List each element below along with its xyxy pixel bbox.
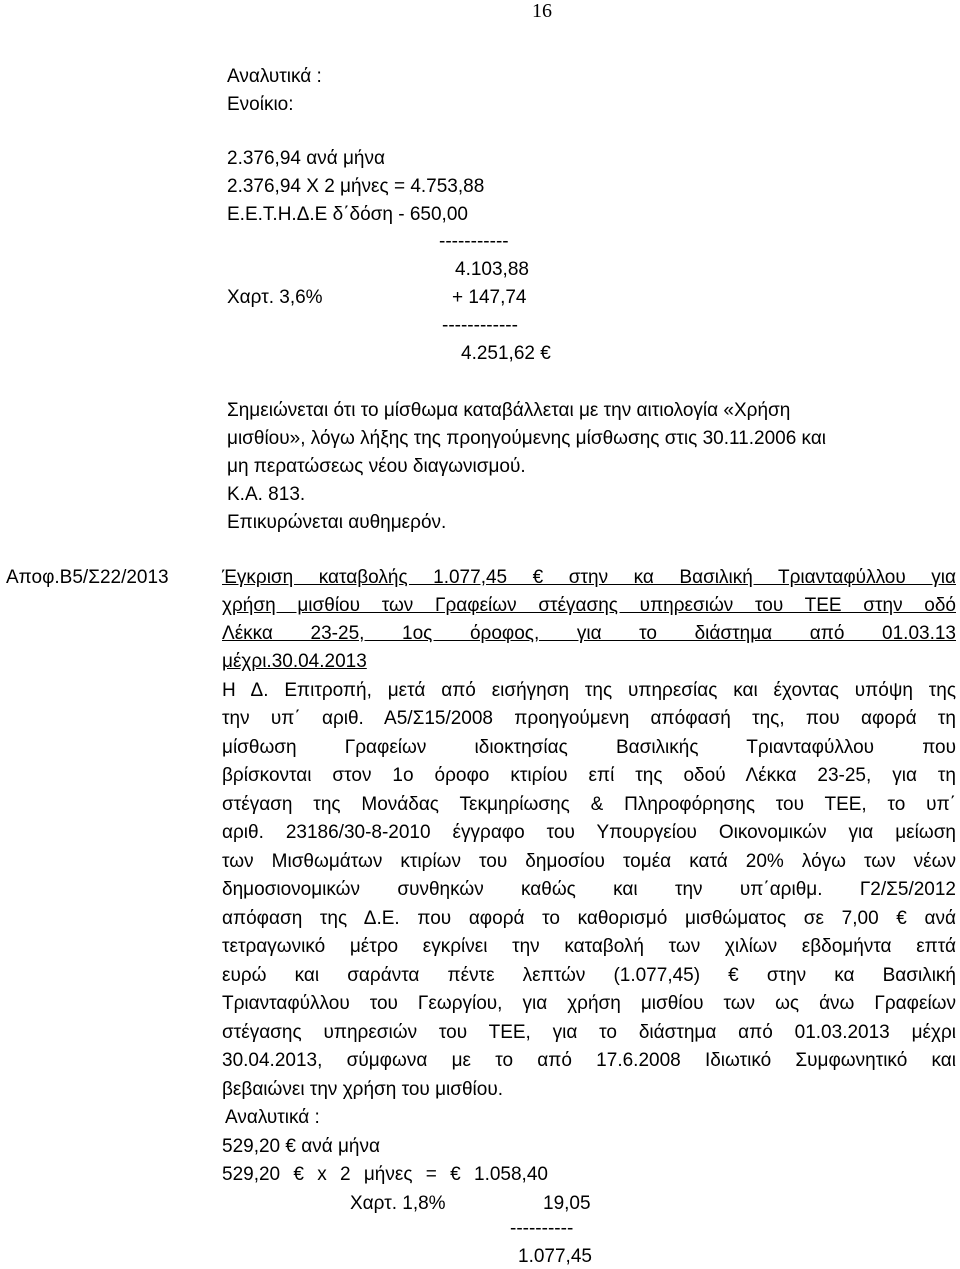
subject-line-2: χρήση μισθίου των Γραφείων στέγασης υπηρεσιών του ΤΕΕ στην οδό <box>222 595 956 616</box>
calc-line-3: Ε.Ε.Τ.Η.Δ.Ε δ΄δόση - 650,00 <box>227 204 468 225</box>
separator-1: ----------- <box>439 231 509 252</box>
total-value: 4.251,62 € <box>461 343 551 364</box>
note-line-3: μη περατώσεως νέου διαγωνισμού. <box>227 456 526 477</box>
body-line-10: τετραγωνικό μέτρο εγκρίνει την καταβολή των χιλίων εβδομήντα επτά <box>222 936 956 957</box>
page-number: 16 <box>532 0 552 22</box>
separator-3: ---------- <box>510 1218 574 1239</box>
note-line-1: Σημειώνεται ότι το μίσθωμα καταβάλλεται με την αιτιολογία «Χρήση <box>227 400 791 421</box>
body-line-11: ευρώ και σαράντα πέντε λεπτών (1.077,45) € στην κα Βασιλική <box>222 965 956 986</box>
subject-line-1: Έγκριση καταβολής 1.077,45 € στην κα Βασιλική Τριανταφύλλου για <box>222 567 956 588</box>
calc-monthly: 529,20 € ανά μήνα <box>222 1136 380 1157</box>
note-line-2: μισθίου», λόγω λήξης της προηγούμενης μίσθωσης στις 30.11.2006 και <box>227 428 827 449</box>
stamp-label-2: Χαρτ. 1,8% <box>350 1193 446 1214</box>
body-line-5: στέγαση της Μονάδας Τεκμηρίωσης & Πληροφόρησης του ΤΕΕ, το υπ΄ <box>222 794 956 815</box>
body-line-13: στέγασης υπηρεσιών του ΤΕΕ, για το διάστημα από 01.03.2013 μέχρι <box>222 1022 956 1043</box>
body-line-6: αριθ. 23186/30-8-2010 έγγραφο του Υπουργείου Οικονομικών για μείωση <box>222 822 956 843</box>
calc-line-2: 2.376,94 Χ 2 μήνες = 4.753,88 <box>227 176 485 197</box>
rent-label: Ενοίκιο: <box>227 94 294 115</box>
ka-code: Κ.Α. 813. <box>227 484 306 505</box>
total-value-2: 1.077,45 <box>518 1246 592 1267</box>
analytics-label-2: Αναλυτικά : <box>225 1107 320 1128</box>
subject-line-4: μέχρι.30.04.2013 <box>222 651 367 672</box>
separator-2: ------------ <box>442 315 518 336</box>
body-line-12: Τριανταφύλλου του Γεωργίου, για χρήση μισθίου των ως άνω Γραφείων <box>222 993 956 1014</box>
ratified-text: Επικυρώνεται αυθημερόν. <box>227 512 447 533</box>
body-line-14: 30.04.2013, σύμφωνα με το από 17.6.2008 Ιδιωτικό Συμφωνητικό και <box>222 1050 956 1071</box>
stamp-label: Χαρτ. 3,6% <box>227 287 323 308</box>
subject-line-3: Λέκκα 23-25, 1ος όροφος, για το διάστημα από 01.03.13 <box>222 623 956 644</box>
body-line-7: των Μισθωμάτων κτιρίων του δημοσίου τομέα κατά 20% λόγω των νέων <box>222 851 956 872</box>
body-line-2: την υπ΄ αριθ. Α5/Σ15/2008 προηγούμενη απόφασή της, που αφορά τη <box>222 708 956 729</box>
body-line-9: απόφαση της Δ.Ε. που αφορά το καθορισμό μισθώματος σε 7,00 € ανά <box>222 908 956 929</box>
body-line-3: μίσθωση Γραφείων ιδιοκτησίας Βασιλικής Τριανταφύλλου που <box>222 737 956 758</box>
calc-line-1: 2.376,94 ανά μήνα <box>227 148 385 169</box>
analytics-label: Αναλυτικά : <box>227 66 322 87</box>
body-line-8: δημοσιονομικών συνθηκών καθώς και την υπ΄αριθμ. Γ2/Σ5/2012 <box>222 879 956 900</box>
body-line-4: βρίσκονται στον 1ο όροφο κτιρίου επί της οδού Λέκκα 23-25, για τη <box>222 765 956 786</box>
subtotal-value: 4.103,88 <box>455 259 529 280</box>
stamp-value: + 147,74 <box>452 287 527 308</box>
decision-id: Αποφ.Β5/Σ22/2013 <box>6 567 169 588</box>
calc-two-months: 529,20 € x 2 μήνες = € 1.058,40 <box>222 1164 548 1185</box>
body-line-15: βεβαιώνει την χρήση του μισθίου. <box>222 1079 504 1100</box>
body-line-1: Η Δ. Επιτροπή, μετά από εισήγηση της υπηρεσίας και έχοντας υπόψη της <box>222 680 956 701</box>
stamp-value-2: 19,05 <box>543 1193 591 1214</box>
